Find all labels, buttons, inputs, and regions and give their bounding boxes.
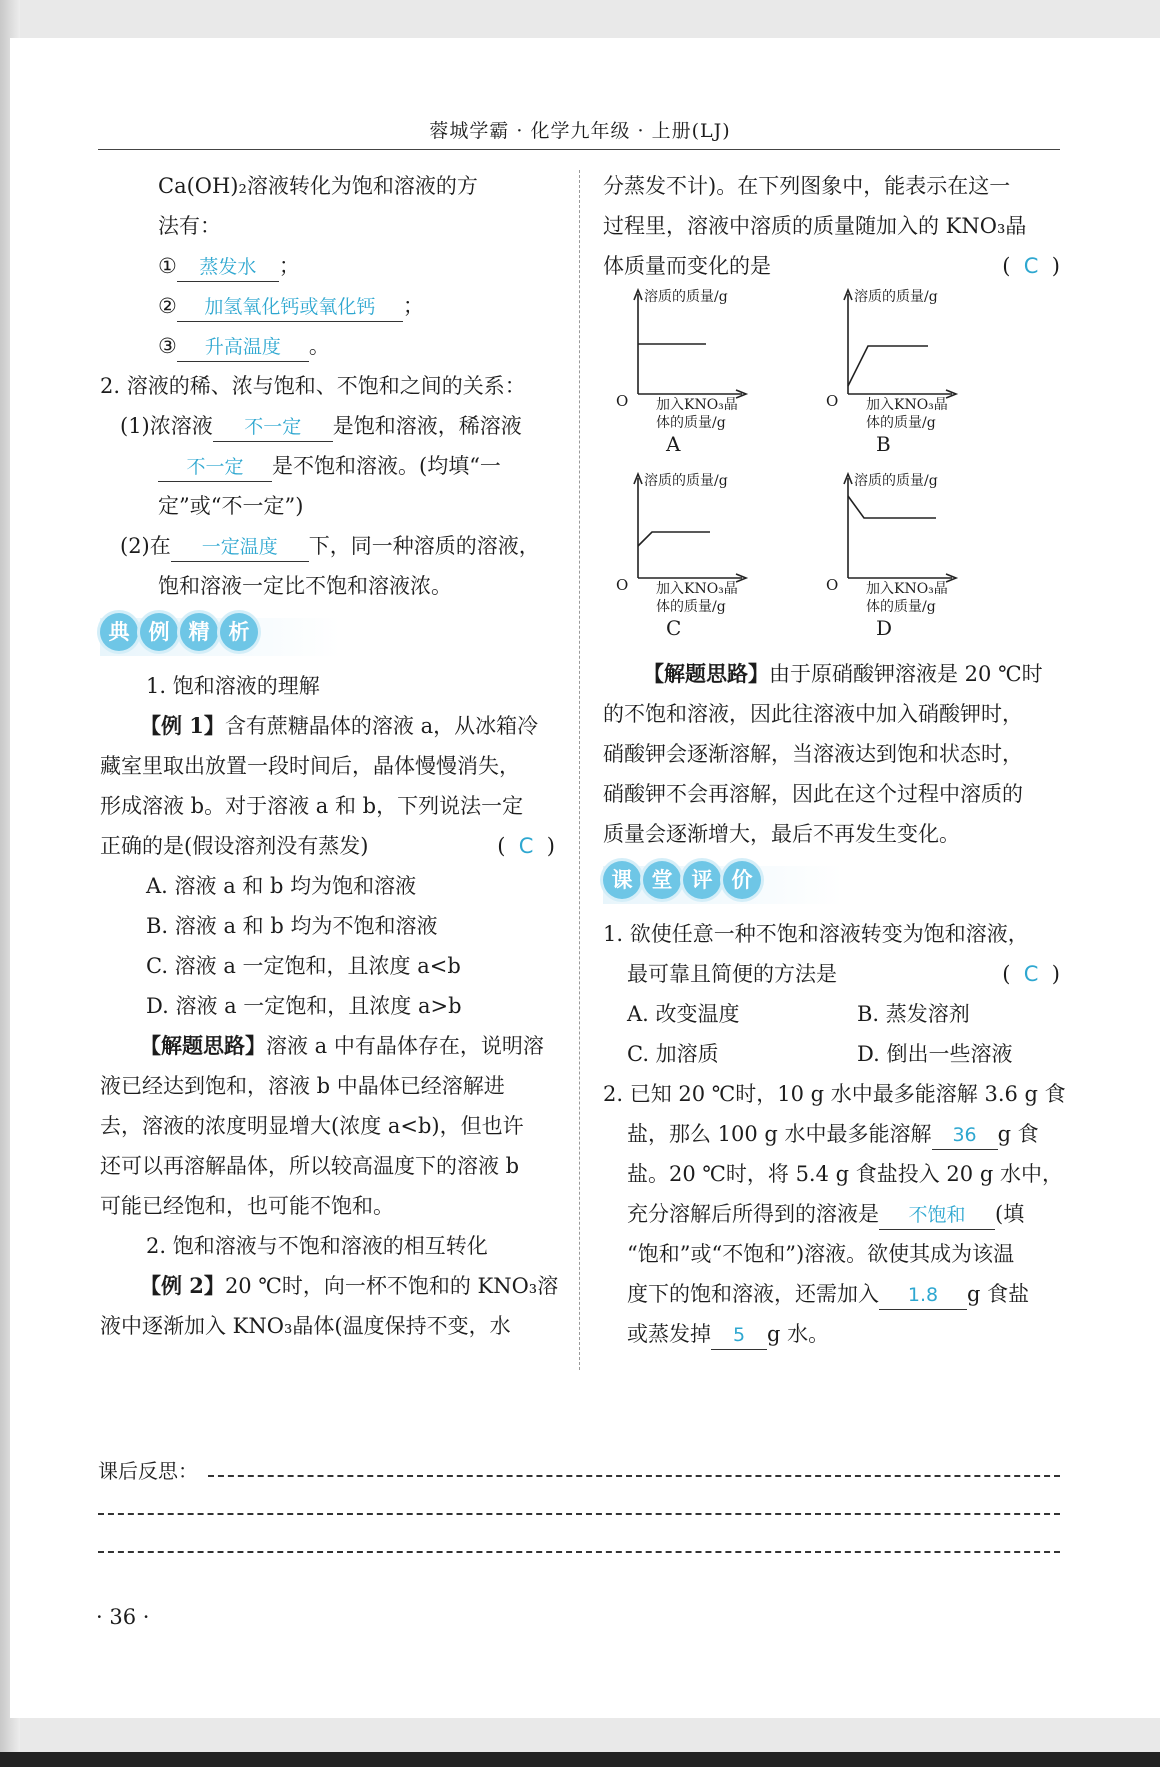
graph-origin: O xyxy=(826,576,839,594)
badge-evaluation-char-3: 价 xyxy=(723,861,761,899)
graph-b xyxy=(824,286,1034,471)
solution-2-label: 【解题思路】 xyxy=(643,661,769,686)
method-1-answer: 蒸发水 xyxy=(177,253,279,282)
ex2-cont-line2: 过程里，溶液中溶质的质量随加入的 KNO₃晶 xyxy=(603,214,1027,238)
eval-q2-answer2: 不饱和 xyxy=(879,1201,995,1230)
solution-1-line1 xyxy=(100,1026,555,1066)
solution-1-text1: 溶液 a 中有晶体存在，说明溶 xyxy=(266,1034,544,1058)
graph-grid xyxy=(614,286,1044,656)
graph-x-label-line1: 加入KNO₃晶 xyxy=(866,581,948,597)
example-1-option-d: D. 溶液 a 一定饱和，且浓度 a>b xyxy=(146,994,462,1018)
method-3-answer: 升高温度 xyxy=(177,333,309,362)
bottom-bar xyxy=(0,1752,1160,1767)
ex2-cont-line1: 分蒸发不计)。在下列图象中，能表示在这一 xyxy=(603,174,1011,198)
eval-q1-text2: 最可靠且简便的方法是 xyxy=(627,962,837,986)
graph-d-curve xyxy=(848,496,936,518)
graph-x-label-line1: 加入KNO₃晶 xyxy=(656,581,738,597)
q2-1-answer2: 不一定 xyxy=(158,453,272,482)
method-2-answer: 加氢氧化钙或氧化钙 xyxy=(177,293,403,322)
graph-axes xyxy=(844,290,956,398)
eval-q2-answer3: 1.8 xyxy=(879,1281,967,1310)
graph-origin: O xyxy=(616,576,629,594)
graph-letter: D xyxy=(876,616,893,640)
reflection-line-1[interactable] xyxy=(208,1475,1060,1477)
q2-1-line2 xyxy=(100,446,555,486)
eval-q2-line3: 盐。20 ℃时，将 5.4 g 食盐投入 20 g 水中， xyxy=(627,1162,1063,1186)
choice-close: ) xyxy=(1051,254,1060,278)
eval-q2-text6: 度下的饱和溶液，还需加入 xyxy=(627,1282,879,1306)
q2-1-prefix: (1)浓溶液 xyxy=(120,414,213,438)
example-1-text4: 正确的是(假设溶剂没有蒸发) xyxy=(100,834,369,858)
example-1-answer: C xyxy=(518,834,534,858)
graph-x-label-line2: 体的质量/g xyxy=(656,599,726,615)
eval-q2-text4: 充分溶解后所得到的溶液是 xyxy=(627,1202,879,1226)
q2-2-line1 xyxy=(100,526,555,566)
eval-q2-text6b: g 食盐 xyxy=(967,1282,1030,1306)
q2-2-answer: 一定温度 xyxy=(171,533,309,562)
q2-1-line3: 定”或“不一定”) xyxy=(158,494,304,518)
graph-x-label-line1: 加入KNO₃晶 xyxy=(656,397,738,413)
reflection-line-2[interactable] xyxy=(98,1513,1060,1515)
q2-title: 2. 溶液的稀、浓与饱和、不饱和之间的关系： xyxy=(100,374,526,398)
choice-close: ) xyxy=(546,834,555,858)
eval-q2-line7 xyxy=(603,1314,1060,1354)
topic-2: 2. 饱和溶液与不饱和溶液的相互转化 xyxy=(146,1234,488,1258)
method-3-num: ③ xyxy=(158,334,177,358)
header-rule xyxy=(98,149,1060,150)
badge-examples-char-2: 精 xyxy=(180,613,218,651)
right-column-bottom xyxy=(603,654,1066,1354)
badge-evaluation-char-1: 堂 xyxy=(643,861,681,899)
eval-q2-answer4: 5 xyxy=(711,1321,767,1350)
solution-2-line1 xyxy=(603,654,1060,694)
graph-y-label: 溶质的质量/g xyxy=(854,473,938,489)
eval-q2-line5: “饱和”或“不饱和”)溶液。欲使其成为该温 xyxy=(627,1242,1015,1266)
eval-q1-option-d: D. 倒出一些溶液 xyxy=(857,1042,1013,1066)
graph-y-label: 溶质的质量/g xyxy=(644,289,728,305)
eval-q2-text2: 盐，那么 100 g 水中最多能溶解 xyxy=(627,1122,932,1146)
method-1-suffix: ； xyxy=(278,254,300,278)
solution-1-line4: 还可以再溶解晶体，所以较高温度下的溶液 b xyxy=(100,1154,520,1178)
q2-2-prefix: (2)在 xyxy=(120,534,171,558)
reflection-area xyxy=(98,1455,1060,1484)
graph-c xyxy=(614,470,824,655)
example-1-text1: 含有蔗糖晶体的溶液 a，从冰箱冷 xyxy=(224,714,539,738)
solution-2-line4: 硝酸钾不会再溶解，因此在这个过程中溶质的 xyxy=(603,782,1023,806)
graph-y-label: 溶质的质量/g xyxy=(644,473,728,489)
section-badge-evaluation xyxy=(603,860,1060,910)
ca-line2: 法有： xyxy=(158,214,221,238)
page-number: · 36 · xyxy=(96,1605,150,1629)
eval-q1-option-b: B. 蒸发溶剂 xyxy=(857,1002,970,1026)
column-separator xyxy=(579,170,580,1370)
graph-origin: O xyxy=(616,392,629,410)
eval-q2-text2b: g 食 xyxy=(997,1122,1039,1146)
example-1-line4 xyxy=(100,826,555,866)
running-header: 蓉城学霸 · 化学九年级 · 上册(LJ) xyxy=(429,120,731,142)
eval-q1-choice xyxy=(1002,954,1060,994)
graph-d xyxy=(824,470,1034,655)
eval-q2-answer1: 36 xyxy=(932,1121,998,1150)
graph-axes xyxy=(634,474,746,582)
graph-x-label-line2: 体的质量/g xyxy=(866,415,936,431)
q2-1-answer1: 不一定 xyxy=(213,413,333,442)
solution-1-line5: 可能已经饱和，也可能不饱和。 xyxy=(100,1194,394,1218)
graph-b-curve xyxy=(848,346,928,386)
example-1-option-c: C. 溶液 a 一定饱和，且浓度 a<b xyxy=(146,954,461,978)
eval-q1-option-a: A. 改变温度 xyxy=(627,1002,740,1026)
left-column xyxy=(100,166,559,1346)
example-1-line3: 形成溶液 b。对于溶液 a 和 b，下列说法一定 xyxy=(100,794,524,818)
section-badge-examples xyxy=(100,612,555,662)
graph-y-label: 溶质的质量/g xyxy=(854,289,938,305)
graph-c-curve xyxy=(638,532,710,546)
solution-1-line3: 去，溶液的浓度明显增大(浓度 a<b)，但也许 xyxy=(100,1114,524,1138)
choice-close: ) xyxy=(1051,962,1060,986)
q2-1-mid: 是饱和溶液，稀溶液 xyxy=(332,414,522,438)
example-1-option-a: A. 溶液 a 和 b 均为饱和溶液 xyxy=(146,874,417,898)
graph-x-label-line2: 体的质量/g xyxy=(866,599,936,615)
choice-open: ( xyxy=(1002,254,1011,278)
example-2-label: 【例 2】 xyxy=(140,1273,225,1298)
method-1-num: ① xyxy=(158,254,177,278)
graph-letter: A xyxy=(666,432,681,456)
solution-2-line3: 硝酸钾会逐渐溶解，当溶液达到饱和状态时， xyxy=(603,742,1023,766)
graph-x-label-line2: 体的质量/g xyxy=(656,415,726,431)
eval-q1-line2 xyxy=(603,954,1060,994)
ca-line1: Ca(OH)₂溶液转化为饱和溶液的方 xyxy=(158,174,478,198)
q2-2-line2: 饱和溶液一定比不饱和溶液浓。 xyxy=(158,574,452,598)
eval-q2-line4 xyxy=(603,1194,1060,1234)
solution-2-line5: 质量会逐渐增大，最后不再发生变化。 xyxy=(603,822,960,846)
choice-open: ( xyxy=(497,834,506,858)
ex2-cont-text3: 体质量而变化的是 xyxy=(603,254,771,278)
graph-letter: B xyxy=(876,432,891,456)
badge-examples-char-1: 例 xyxy=(140,613,178,651)
eval-q2-line6 xyxy=(603,1274,1060,1314)
badge-examples-char-0: 典 xyxy=(100,613,138,651)
solution-2-line2: 的不饱和溶液，因此往溶液中加入硝酸钾时， xyxy=(603,702,1023,726)
method-3-suffix: 。 xyxy=(308,334,330,358)
graph-letter: C xyxy=(666,616,682,640)
q2-1-tail: 是不饱和溶液。(均填“一 xyxy=(272,454,501,478)
eval-q1-line1: 1. 欲使任意一种不饱和溶液转变为饱和溶液， xyxy=(603,922,1029,946)
q2-2-mid: 下，同一种溶质的溶液， xyxy=(308,534,540,558)
example-1-option-b: B. 溶液 a 和 b 均为不饱和溶液 xyxy=(146,914,438,938)
eval-q2-text7: 或蒸发掉 xyxy=(627,1322,711,1346)
example-1-line2: 藏室里取出放置一段时间后，晶体慢慢消失， xyxy=(100,754,520,778)
ex2-cont-line3 xyxy=(603,246,1060,286)
graph-axes xyxy=(844,474,956,582)
solution-1-label: 【解题思路】 xyxy=(140,1033,266,1058)
eval-q1-option-c: C. 加溶质 xyxy=(627,1042,719,1066)
graph-a xyxy=(614,286,824,471)
example-2-answer: C xyxy=(1023,254,1039,278)
eval-q2-line1: 2. 已知 20 ℃时，10 g 水中最多能溶解 3.6 g 食 xyxy=(603,1082,1066,1106)
graph-x-label-line1: 加入KNO₃晶 xyxy=(866,397,948,413)
method-2-suffix: ； xyxy=(402,294,424,318)
method-3 xyxy=(100,326,555,366)
solution-1-line2: 液已经达到饱和，溶液 b 中晶体已经溶解进 xyxy=(100,1074,505,1098)
solution-2-text1: 由于原硝酸钾溶液是 20 ℃时 xyxy=(769,662,1043,686)
badge-evaluation-char-0: 课 xyxy=(603,861,641,899)
badge-evaluation-char-2: 评 xyxy=(683,861,721,899)
example-1-line1 xyxy=(100,706,555,746)
eval-q2-line2 xyxy=(603,1114,1060,1154)
example-1-choice xyxy=(497,826,555,866)
reflection-line-3[interactable] xyxy=(98,1551,1060,1553)
example-2-choice xyxy=(1002,246,1060,286)
example-2-text1: 20 ℃时，向一杯不饱和的 KNO₃溶 xyxy=(224,1274,559,1298)
reflection-label: 课后反思： xyxy=(98,1459,198,1483)
topic-1: 1. 饱和溶液的理解 xyxy=(146,674,320,698)
method-2-num: ② xyxy=(158,294,177,318)
right-column-top xyxy=(603,166,1060,286)
example-1-label: 【例 1】 xyxy=(140,713,225,738)
method-1 xyxy=(100,246,555,286)
eval-q1-answer: C xyxy=(1023,962,1039,986)
eval-q1-options-row2 xyxy=(603,1034,1060,1074)
badge-examples-char-3: 析 xyxy=(220,613,258,651)
example-2-line1 xyxy=(100,1266,559,1306)
method-2 xyxy=(100,286,555,326)
example-2-line2: 液中逐渐加入 KNO₃晶体(温度保持不变，水 xyxy=(100,1314,511,1338)
eval-q2-text4b: (填 xyxy=(995,1202,1025,1226)
choice-open: ( xyxy=(1002,962,1011,986)
eval-q1-options-row1 xyxy=(603,994,1060,1034)
eval-q2-text7b: g 水。 xyxy=(767,1322,830,1346)
q2-1-line1 xyxy=(100,406,555,446)
graph-origin: O xyxy=(826,392,839,410)
